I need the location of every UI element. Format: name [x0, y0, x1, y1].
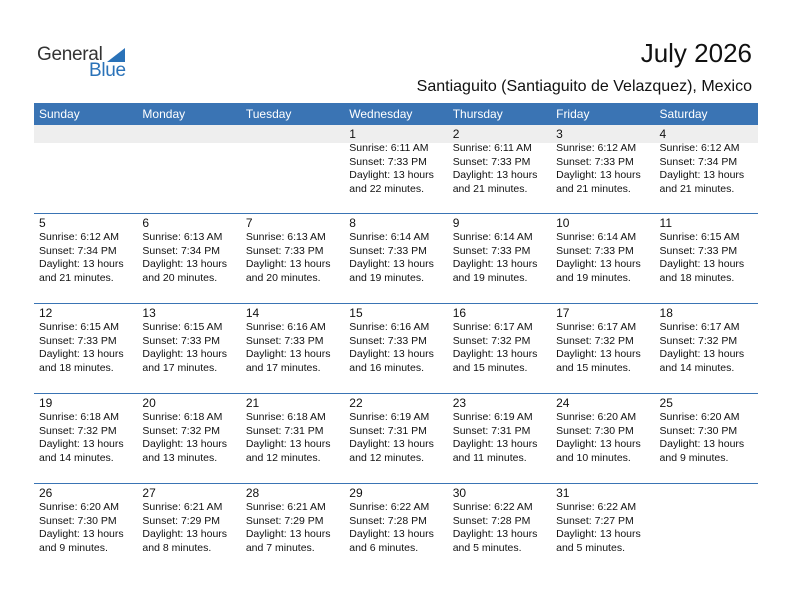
- daylight-minutes-text: and 5 minutes.: [452, 541, 522, 554]
- sunset-text: Sunset: 7:30 PM: [39, 514, 117, 527]
- sunset-text: Sunset: 7:33 PM: [556, 155, 634, 168]
- sunrise-text: Sunrise: 6:14 AM: [452, 231, 533, 243]
- sunset-text: Sunset: 7:33 PM: [349, 334, 427, 347]
- calendar-day-cell: [551, 214, 654, 303]
- sunrise-text: Sunrise: 6:15 AM: [142, 321, 223, 333]
- daylight-minutes-text: and 17 minutes.: [142, 361, 218, 374]
- weekday-header: Monday: [142, 107, 186, 121]
- daylight-minutes-text: and 19 minutes.: [349, 271, 424, 284]
- calendar-day-cell: [655, 125, 758, 213]
- day-number: 10: [556, 216, 570, 230]
- day-number: 26: [39, 486, 53, 500]
- sunset-text: Sunset: 7:30 PM: [556, 424, 634, 437]
- sunset-text: Sunset: 7:30 PM: [659, 424, 738, 437]
- daylight-minutes-text: and 18 minutes.: [39, 361, 114, 374]
- calendar-day-cell: [551, 484, 654, 573]
- day-number: 20: [142, 396, 156, 410]
- sunrise-text: Sunrise: 6:20 AM: [39, 501, 119, 513]
- sunset-text: Sunset: 7:34 PM: [39, 244, 117, 257]
- day-number: 18: [659, 306, 673, 320]
- daylight-text: Daylight: 13 hours: [39, 528, 124, 541]
- daylight-text: Daylight: 13 hours: [349, 258, 434, 271]
- daylight-text: Daylight: 13 hours: [556, 348, 641, 361]
- daylight-minutes-text: and 14 minutes.: [39, 451, 114, 464]
- sunset-text: Sunset: 7:33 PM: [349, 244, 427, 257]
- daylight-text: Daylight: 13 hours: [452, 438, 538, 451]
- day-number: 3: [556, 127, 563, 141]
- daylight-text: Daylight: 13 hours: [142, 348, 228, 361]
- daylight-text: Daylight: 13 hours: [349, 169, 434, 182]
- sunset-text: Sunset: 7:32 PM: [556, 334, 634, 347]
- calendar-day-cell: [241, 304, 344, 393]
- calendar-day-cell: [344, 394, 447, 483]
- daylight-minutes-text: and 7 minutes.: [245, 541, 315, 554]
- sunset-text: Sunset: 7:33 PM: [349, 155, 427, 168]
- daylight-text: Daylight: 13 hours: [659, 169, 745, 182]
- day-number: 6: [142, 216, 150, 230]
- daylight-minutes-text: and 11 minutes.: [452, 451, 527, 464]
- day-number: 27: [142, 486, 156, 500]
- daylight-minutes-text: and 20 minutes.: [142, 271, 218, 284]
- daylight-text: Daylight: 13 hours: [556, 169, 641, 182]
- sunset-text: Sunset: 7:33 PM: [556, 244, 634, 257]
- day-number: 9: [452, 216, 460, 230]
- sunset-text: Sunset: 7:33 PM: [245, 334, 324, 347]
- sunrise-text: Sunrise: 6:22 AM: [556, 501, 637, 513]
- day-number: 31: [556, 486, 570, 500]
- sunrise-text: Sunrise: 6:19 AM: [349, 411, 430, 423]
- calendar-day-cell: [137, 214, 240, 303]
- daylight-text: Daylight: 13 hours: [659, 258, 745, 271]
- calendar-day-cell: [241, 484, 344, 573]
- logo-text-general: General: [37, 44, 103, 65]
- calendar-day-cell: [137, 394, 240, 483]
- calendar-empty-cell: [241, 125, 344, 213]
- daylight-text: Daylight: 13 hours: [142, 528, 228, 541]
- daylight-minutes-text: and 21 minutes.: [452, 182, 528, 195]
- sunrise-text: Sunrise: 6:17 AM: [452, 321, 533, 333]
- day-number: 25: [659, 396, 673, 410]
- calendar-week-row: [34, 393, 758, 483]
- sunrise-text: Sunrise: 6:16 AM: [245, 321, 326, 333]
- daylight-minutes-text: and 16 minutes.: [349, 361, 424, 374]
- calendar-day-cell: [551, 125, 654, 213]
- daylight-minutes-text: and 22 minutes.: [349, 182, 424, 195]
- location-subtitle: Santiaguito (Santiaguito de Velazquez), Mexico: [416, 78, 752, 95]
- day-number: 24: [556, 396, 570, 410]
- daylight-text: Daylight: 13 hours: [142, 258, 228, 271]
- calendar-day-cell: [655, 214, 758, 303]
- calendar-grid: [34, 103, 758, 573]
- sunset-text: Sunset: 7:32 PM: [659, 334, 738, 347]
- sunset-text: Sunset: 7:33 PM: [452, 244, 531, 257]
- calendar-empty-cell: [137, 125, 240, 213]
- daylight-minutes-text: and 14 minutes.: [659, 361, 735, 374]
- day-number: 16: [452, 306, 467, 320]
- sunrise-text: Sunrise: 6:20 AM: [556, 411, 637, 423]
- weekday-header: Friday: [556, 107, 590, 121]
- daylight-minutes-text: and 12 minutes.: [245, 451, 321, 464]
- calendar-day-cell: [448, 214, 551, 303]
- calendar-day-cell: [655, 394, 758, 483]
- calendar-day-cell: [448, 125, 551, 213]
- calendar-week-row: [34, 483, 758, 573]
- daylight-text: Daylight: 13 hours: [659, 348, 745, 361]
- sunrise-text: Sunrise: 6:14 AM: [349, 231, 430, 243]
- day-number: 2: [452, 127, 460, 141]
- daylight-text: Daylight: 13 hours: [245, 348, 331, 361]
- day-number: 29: [349, 486, 363, 500]
- daylight-text: Daylight: 13 hours: [245, 258, 331, 271]
- sunrise-text: Sunrise: 6:11 AM: [349, 142, 429, 154]
- sunset-text: Sunset: 7:34 PM: [659, 155, 738, 168]
- calendar-day-cell: [448, 304, 551, 393]
- calendar-day-cell: [344, 214, 447, 303]
- sunrise-text: Sunrise: 6:11 AM: [452, 142, 532, 154]
- daylight-text: Daylight: 13 hours: [39, 438, 124, 451]
- day-number: 12: [39, 306, 53, 320]
- calendar-day-cell: [34, 484, 137, 573]
- calendar-week-row: [34, 213, 758, 303]
- daylight-text: Daylight: 13 hours: [452, 258, 538, 271]
- day-number: 11: [659, 216, 672, 230]
- day-number: 4: [659, 127, 667, 141]
- page-title: July 2026: [640, 38, 752, 68]
- calendar-empty-cell: [34, 125, 137, 213]
- sunrise-text: Sunrise: 6:12 AM: [556, 142, 637, 154]
- day-number: 30: [452, 486, 467, 500]
- sunrise-text: Sunrise: 6:18 AM: [142, 411, 223, 423]
- daylight-minutes-text: and 18 minutes.: [659, 271, 735, 284]
- sunrise-text: Sunrise: 6:22 AM: [349, 501, 430, 513]
- sunrise-text: Sunrise: 6:19 AM: [452, 411, 533, 423]
- day-number: 19: [39, 396, 53, 410]
- calendar-day-cell: [34, 394, 137, 483]
- day-number: 28: [245, 486, 260, 500]
- calendar-day-cell: [34, 304, 137, 393]
- sunset-text: Sunset: 7:27 PM: [556, 514, 634, 527]
- daylight-minutes-text: and 19 minutes.: [556, 271, 631, 284]
- day-number: 8: [349, 216, 356, 230]
- sunrise-text: Sunrise: 6:15 AM: [659, 231, 740, 243]
- sunset-text: Sunset: 7:33 PM: [452, 155, 531, 168]
- sunset-text: Sunset: 7:33 PM: [142, 334, 221, 347]
- day-number: 21: [245, 396, 260, 410]
- sunset-text: Sunset: 7:28 PM: [452, 514, 531, 527]
- sunset-text: Sunset: 7:31 PM: [245, 424, 324, 437]
- daylight-minutes-text: and 17 minutes.: [245, 361, 321, 374]
- daylight-text: Daylight: 13 hours: [245, 528, 331, 541]
- weekday-header: Sunday: [39, 107, 80, 121]
- sunrise-text: Sunrise: 6:17 AM: [556, 321, 637, 333]
- sunset-text: Sunset: 7:32 PM: [142, 424, 221, 437]
- sunset-text: Sunset: 7:31 PM: [349, 424, 427, 437]
- calendar-day-cell: [137, 304, 240, 393]
- sunset-text: Sunset: 7:28 PM: [349, 514, 427, 527]
- sunrise-text: Sunrise: 6:17 AM: [659, 321, 740, 333]
- sunset-text: Sunset: 7:33 PM: [245, 244, 324, 257]
- sunrise-text: Sunrise: 6:20 AM: [659, 411, 740, 423]
- calendar-day-cell: [344, 304, 447, 393]
- calendar-day-cell: [241, 394, 344, 483]
- daylight-text: Daylight: 13 hours: [39, 258, 124, 271]
- daylight-text: Daylight: 13 hours: [659, 438, 745, 451]
- calendar-week-row: [34, 125, 758, 213]
- calendar-day-cell: [551, 304, 654, 393]
- sunrise-text: Sunrise: 6:16 AM: [349, 321, 430, 333]
- day-number: 1: [349, 127, 356, 141]
- daylight-minutes-text: and 15 minutes.: [452, 361, 528, 374]
- calendar-day-cell: [344, 484, 447, 573]
- daylight-text: Daylight: 13 hours: [349, 348, 434, 361]
- sunrise-text: Sunrise: 6:18 AM: [39, 411, 119, 423]
- daylight-minutes-text: and 21 minutes.: [556, 182, 631, 195]
- calendar-day-cell: [344, 125, 447, 213]
- daylight-minutes-text: and 19 minutes.: [452, 271, 528, 284]
- sunset-text: Sunset: 7:32 PM: [452, 334, 531, 347]
- daylight-minutes-text: and 10 minutes.: [556, 451, 631, 464]
- daylight-text: Daylight: 13 hours: [556, 258, 641, 271]
- day-number: 23: [452, 396, 467, 410]
- sunrise-text: Sunrise: 6:13 AM: [245, 231, 326, 243]
- daylight-text: Daylight: 13 hours: [245, 438, 331, 451]
- daylight-minutes-text: and 8 minutes.: [142, 541, 212, 554]
- sunset-text: Sunset: 7:33 PM: [659, 244, 738, 257]
- daylight-text: Daylight: 13 hours: [349, 528, 434, 541]
- day-number: 7: [245, 216, 253, 230]
- sunrise-text: Sunrise: 6:13 AM: [142, 231, 223, 243]
- daylight-text: Daylight: 13 hours: [452, 169, 538, 182]
- weekday-header: Tuesday: [245, 107, 292, 121]
- sunrise-text: Sunrise: 6:21 AM: [245, 501, 326, 513]
- sunset-text: Sunset: 7:29 PM: [245, 514, 324, 527]
- sunrise-text: Sunrise: 6:12 AM: [39, 231, 119, 243]
- daylight-minutes-text: and 13 minutes.: [142, 451, 218, 464]
- daylight-text: Daylight: 13 hours: [142, 438, 228, 451]
- daylight-minutes-text: and 9 minutes.: [39, 541, 108, 554]
- calendar-week-row: [34, 303, 758, 393]
- sunset-text: Sunset: 7:34 PM: [142, 244, 221, 257]
- sunset-text: Sunset: 7:33 PM: [39, 334, 117, 347]
- sunrise-text: Sunrise: 6:12 AM: [659, 142, 740, 154]
- daylight-minutes-text: and 21 minutes.: [659, 182, 735, 195]
- calendar-day-cell: [137, 484, 240, 573]
- daylight-text: Daylight: 13 hours: [452, 348, 538, 361]
- weeks-container: [34, 125, 758, 573]
- weekday-header: Wednesday: [349, 107, 413, 121]
- daylight-text: Daylight: 13 hours: [452, 528, 538, 541]
- calendar-day-cell: [655, 304, 758, 393]
- sunrise-text: Sunrise: 6:15 AM: [39, 321, 119, 333]
- daylight-text: Daylight: 13 hours: [349, 438, 434, 451]
- logo-text-blue: Blue: [89, 60, 126, 81]
- calendar-empty-cell: [655, 484, 758, 573]
- daylight-text: Daylight: 13 hours: [556, 438, 641, 451]
- day-number: 14: [245, 306, 260, 320]
- weekday-header-row: [34, 103, 758, 125]
- daylight-text: Daylight: 13 hours: [39, 348, 124, 361]
- calendar-day-cell: [34, 214, 137, 303]
- daylight-minutes-text: and 5 minutes.: [556, 541, 625, 554]
- sunrise-text: Sunrise: 6:18 AM: [245, 411, 326, 423]
- sunset-text: Sunset: 7:31 PM: [452, 424, 531, 437]
- day-number: 5: [39, 216, 46, 230]
- sunset-text: Sunset: 7:32 PM: [39, 424, 117, 437]
- daylight-minutes-text: and 21 minutes.: [39, 271, 114, 284]
- daylight-text: Daylight: 13 hours: [556, 528, 641, 541]
- daylight-minutes-text: and 9 minutes.: [659, 451, 729, 464]
- calendar-day-cell: [448, 484, 551, 573]
- calendar-day-cell: [448, 394, 551, 483]
- day-number: 17: [556, 306, 570, 320]
- weekday-header: Thursday: [452, 107, 503, 121]
- day-number: 22: [349, 396, 363, 410]
- daylight-minutes-text: and 6 minutes.: [349, 541, 419, 554]
- calendar-day-cell: [241, 214, 344, 303]
- logo: [37, 44, 137, 80]
- daylight-minutes-text: and 15 minutes.: [556, 361, 631, 374]
- calendar-day-cell: [551, 394, 654, 483]
- daylight-minutes-text: and 20 minutes.: [245, 271, 321, 284]
- day-number: 13: [142, 306, 156, 320]
- sunrise-text: Sunrise: 6:14 AM: [556, 231, 637, 243]
- sunrise-text: Sunrise: 6:22 AM: [452, 501, 533, 513]
- day-number: 15: [349, 306, 363, 320]
- daylight-minutes-text: and 12 minutes.: [349, 451, 424, 464]
- sunset-text: Sunset: 7:29 PM: [142, 514, 221, 527]
- weekday-header: Saturday: [659, 107, 708, 121]
- sunrise-text: Sunrise: 6:21 AM: [142, 501, 223, 513]
